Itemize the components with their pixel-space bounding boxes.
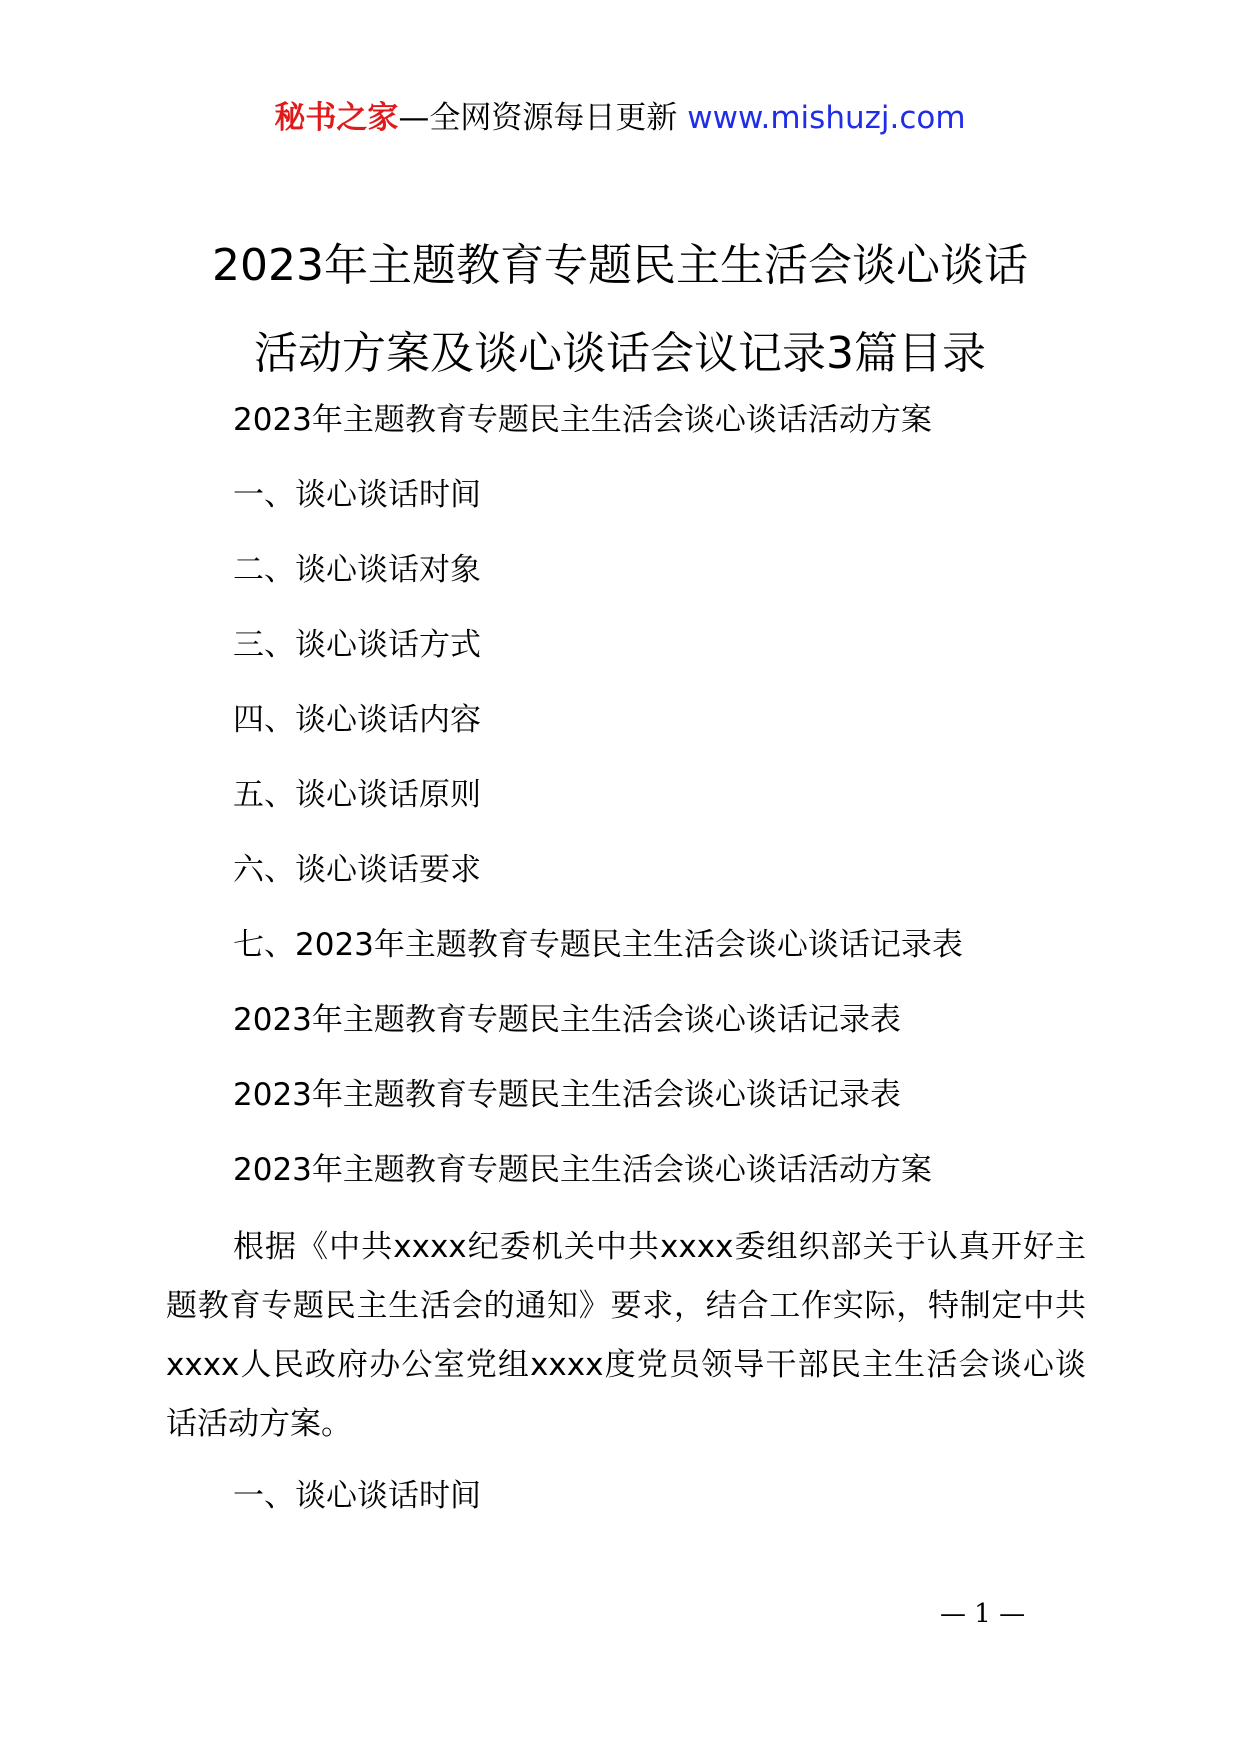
document-title <box>0 222 1240 398</box>
page-number: — 1 — <box>940 1599 1026 1629</box>
body-paragraph: 根据《中共xxxx纪委机关中共xxxx委组织部关于认真开好主题教育专题民主生活会的通知》要求，结合工作实际，特制定中共xxxx人民政府办公室党组xxxx度党员领导干部民主生活会谈心谈话活动方案。 <box>166 1229 1086 1442</box>
toc-item[interactable]: 2023年主题教育专题民主生活会谈心谈话活动方案 <box>233 1152 932 1188</box>
brand-name: 秘书之家 <box>274 100 399 136</box>
toc-item[interactable]: 二、谈心谈话对象 <box>233 552 481 588</box>
toc-item[interactable]: 七、2023年主题教育专题民主生活会谈心谈话记录表 <box>233 927 963 963</box>
title-line-1: 2023年主题教育专题民主生活会谈心谈话 <box>212 240 1028 291</box>
toc-item[interactable]: 2023年主题教育专题民主生活会谈心谈话活动方案 <box>233 402 932 438</box>
table-of-contents <box>233 398 963 1223</box>
toc-item[interactable]: 四、谈心谈话内容 <box>233 702 481 738</box>
site-url-link[interactable]: www.mishuzj.com <box>687 100 966 136</box>
site-slogan: —全网资源每日更新 <box>398 100 688 136</box>
title-line-2: 活动方案及谈心谈话会议记录3篇目录 <box>254 328 986 379</box>
toc-item[interactable]: 2023年主题教育专题民主生活会谈心谈话记录表 <box>233 1002 901 1038</box>
toc-item[interactable]: 五、谈心谈话原则 <box>233 777 481 813</box>
toc-item[interactable]: 2023年主题教育专题民主生活会谈心谈话记录表 <box>233 1077 901 1113</box>
toc-item[interactable]: 三、谈心谈话方式 <box>233 627 481 663</box>
section-heading: 一、谈心谈话时间 <box>233 1478 481 1514</box>
toc-item[interactable]: 一、谈心谈话时间 <box>233 477 481 513</box>
toc-item[interactable]: 六、谈心谈话要求 <box>233 852 481 888</box>
site-header <box>0 98 1240 138</box>
